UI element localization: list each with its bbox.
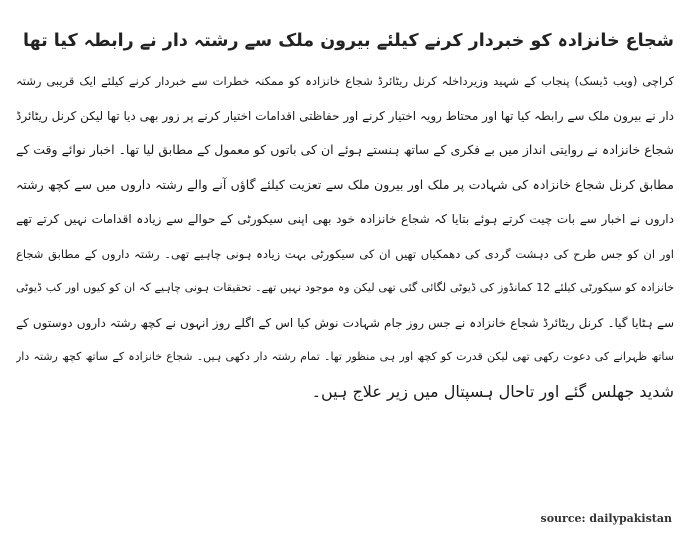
body-line-2: دار نے بیرون ملک سے رابطہ کیا تھا اور محتاط رویہ اختیار کرنے اور حفاظتی اقدامات اختیار کرنے پر زور بھی دیا تھا لیکن کرنل ریٹائرڈ	[16, 108, 674, 123]
body-line-9: ساتھ ظہرانے کی دعوت رکھی تھی لیکن قدرت کو کچھ اور ہی منظور تھا۔ تمام رشتہ دار دکھی ہیں۔ شجاع خانزادہ کے ساتھ کچھ رشتہ دار	[16, 350, 674, 363]
body-line-7: خانزادہ کو سیکورٹی کیلئے 12 کمانڈوز کی ڈیوٹی لگائی گئی تھی لیکن وہ موجود نہیں تھے۔ تحقیقات ہونی چاہیے کہ ان کو کیوں اور کب ڈیوٹی	[16, 281, 674, 294]
body-line-4: مطابق کرنل شجاع خانزادہ کی شہادت پر ملک اور بیرون ملک سے تعزیت کیلئے گاؤں آنے والے رشتہ داروں میں سے کچھ رشتہ	[16, 176, 674, 192]
body-line-6: اور ان کو جس طرح کی دہشت گردی کی دھمکیاں تھیں ان کی سیکورٹی بہت زیادہ ہونی چاہیے تھی۔ رشتہ داروں کے مطابق شجاع	[16, 246, 674, 261]
body-line-3: شجاع خانزادہ نے روایتی انداز میں بے فکری کے ساتھ ہنستے ہوئے ان کی باتوں کو معمول کے مطابق لیا تھا۔ اخبار نوائے وقت کے	[16, 142, 674, 157]
body-line-1: کراچی (ویب ڈیسک) پنجاب کے شہید وزیرداخلہ کرنل ریٹائرڈ شجاع خانزادہ کو ممکنہ خطرات سے خبردار کرنے کیلئے ایک قریبی رشتہ	[16, 74, 674, 88]
body-line-5: داروں نے اخبار سے بات چیت کرتے ہوئے بتایا کہ شجاع خانزادہ خود بھی اپنی سیکورٹی کے حوالے سے زیادہ اقدامات نہیں کرتے تھے	[16, 212, 674, 226]
article-body	[16, 64, 674, 409]
source-credit: source: dailypakistan	[540, 512, 672, 525]
body-line-10: شدید جھلس گئے اور تاحال ہسپتال میں زیر علاج ہیں۔	[311, 381, 674, 401]
article-headline: شجاع خانزادہ کو خبردار کرنے کیلئے بیرون ملک سے رشتہ دار نے رابطہ کیا تھا	[23, 31, 674, 51]
body-line-8: سے ہٹایا گیا۔ کرنل ریٹائرڈ شجاع خانزادہ نے جس روز جام شہادت نوش کیا اس کے اگلے روز انہوں نے کچھ رشتہ داروں دوستوں کے	[16, 315, 674, 330]
